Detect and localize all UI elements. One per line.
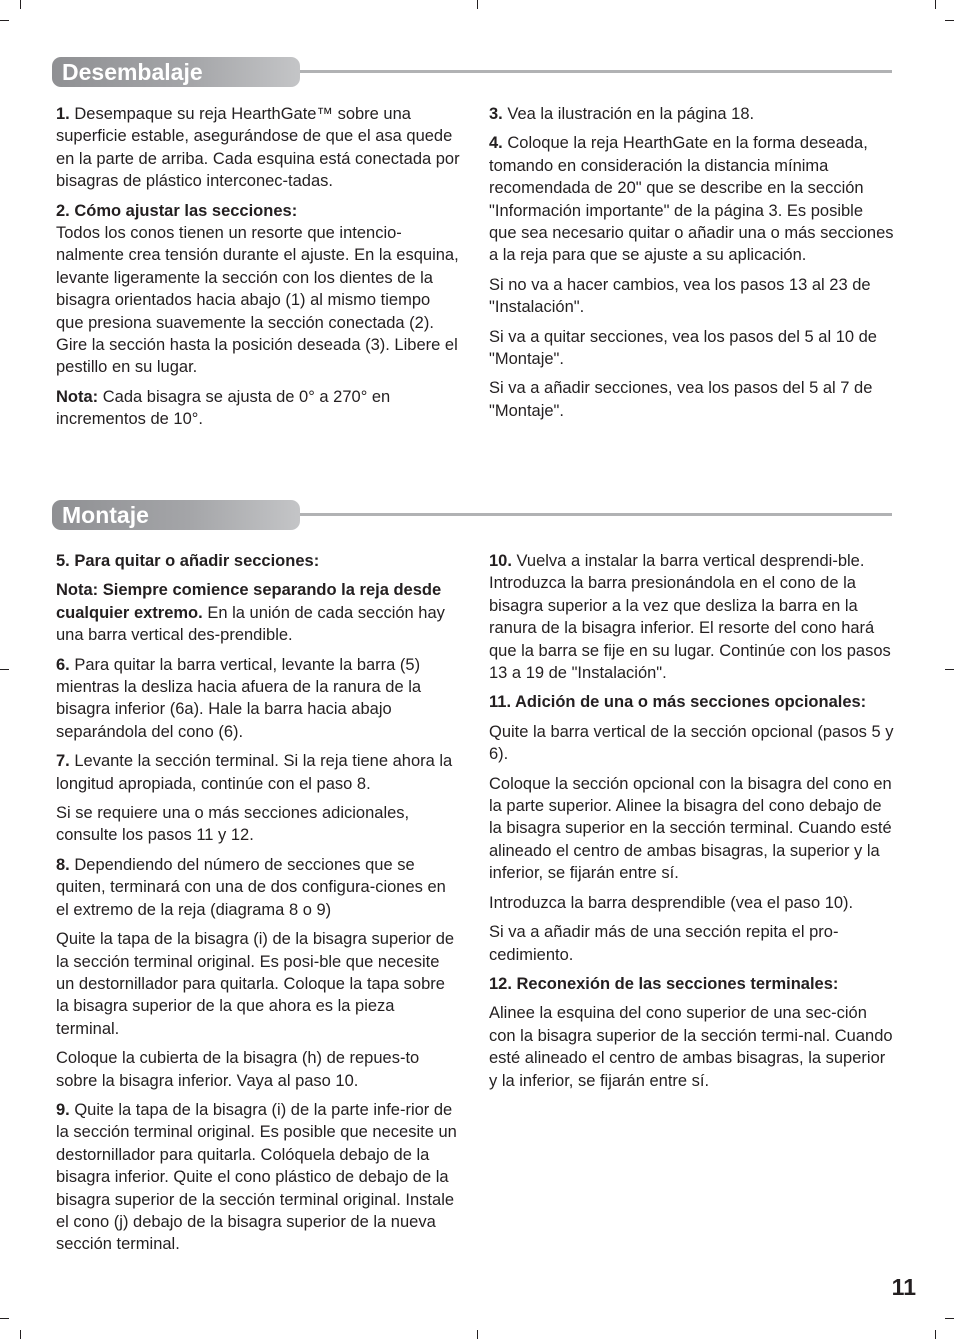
page-number: 11: [891, 1274, 916, 1300]
crop-mark: [477, 0, 478, 9]
crop-mark: [935, 1330, 936, 1339]
paragraph: Si va a quitar secciones, vea los pasos del 5 al 10 de "Montaje".: [489, 327, 877, 369]
paragraph: Quite la tapa de la bisagra (i) de la bisagra superior de la sección terminal original. Es posi-ble que necesite un destornillador para quitarla. Coloque la tapa sobre la bisagra superior de la que ahora es la pieza terminal.: [56, 930, 455, 1038]
step-2-heading: 2. Cómo ajustar las secciones:: [56, 201, 298, 220]
step-5-heading: 5. Para quitar o añadir secciones:: [56, 552, 320, 570]
step-1: 1. Desempaque su reja HearthGate™ sobre una superficie estable, asegurándose de que el asa quede en la parte de arriba. Cada esquina está conectada por bisagras de plástico interconec-tadas.: [56, 105, 460, 191]
step-9: 9. Quite la tapa de la bisagra (i) de la parte infe-rior de la sección terminal original. Es posible que necesite un destornillador para quitarla. Colóquela debajo de la bisagra inferior. Quite el cono plástico de debajo de la bisagra superior de la sección terminal original. Instale el cono (j) debajo de la bisagra superior de la nueva sección terminal.: [56, 1100, 457, 1254]
paragraph: Introduzca la barra desprendible (vea el paso 10).: [489, 893, 854, 912]
section-rule: [300, 70, 892, 73]
assembly-right-column: [489, 550, 895, 1099]
step-4: 4. Coloque la reja HearthGate en la forma deseada, tomando en consideración la distancia mínima recomendada de 20" que se describe en la sección "Información importante" de la página 3. Es posible que sea necesario quitar o añadir una o más secciones a la reja para que se ajuste a su aplicación.: [489, 134, 894, 265]
section-header-assembly: [52, 500, 892, 530]
step-5-note: Nota: Siempre comience separando la reja desde cualquier extremo. En la unión de cada sección hay una barra vertical des-prendible.: [56, 581, 445, 645]
crop-mark: [477, 1330, 478, 1339]
paragraph: Si se requiere una o más secciones adicionales, consulte los pasos 11 y 12.: [56, 804, 410, 845]
crop-mark: [0, 669, 9, 670]
unpack-left-column: [56, 103, 462, 438]
step-11-heading: 11. Adición de una o más secciones opcionales:: [489, 693, 867, 712]
paragraph: Alinee la esquina del cono superior de una sec-ción con la bisagra superior de la sección termi-nal. Cuando esté alineado el centro de ambas bisagras, la superior y la inferior, se fijarán entre sí.: [489, 1004, 893, 1090]
crop-mark: [945, 20, 954, 21]
section-header-unpack: [52, 57, 892, 87]
paragraph: Si va a añadir secciones, vea los pasos del 5 al 7 de "Montaje".: [489, 379, 873, 420]
crop-mark: [20, 1330, 21, 1339]
paragraph: Quite la barra vertical de la sección opcional (pasos 5 y 6).: [489, 722, 894, 764]
crop-mark: [0, 20, 9, 21]
paragraph: Si va a añadir más de una sección repita el pro-cedimiento.: [489, 923, 839, 964]
section-title-pill: [52, 57, 300, 87]
section-title-pill: [52, 500, 300, 530]
step-8: 8. Dependiendo del número de secciones que se quiten, terminará con una de dos configura-ciones en el extremo de la reja (diagrama 8 o 9): [56, 855, 446, 919]
crop-mark: [935, 0, 936, 9]
step-3: 3. Vea la ilustración en la página 18.: [489, 105, 755, 123]
step-7: 7. Levante la sección terminal. Si la reja tiene ahora la longitud apropiada, continúe con el paso 8.: [56, 752, 453, 793]
crop-mark: [945, 669, 954, 670]
assembly-left-column: [56, 550, 462, 1263]
paragraph: Coloque la sección opcional con la bisagra del cono en la parte superior. Alinee la bisagra del cono debajo de la bisagra superior en la sección terminal. Cuando esté alineado el centro de ambas bisagras, la superior y la inferior, se fijarán entre sí.: [489, 774, 892, 883]
section-title: Desembalaje: [62, 59, 203, 85]
step-6: 6. Para quitar la barra vertical, levante la barra (5) mientras la desliza hacia afuera de la ranura de la bisagra inferior (6a). Hale la barra hacia abajo separándola del cono (6).: [56, 655, 422, 741]
unpack-right-column: [489, 103, 895, 429]
paragraph: Coloque la cubierta de la bisagra (h) de repues-to sobre la bisagra inferior. Vaya al paso 10.: [56, 1049, 420, 1090]
section-title: Montaje: [62, 502, 149, 528]
section-rule: [300, 513, 892, 516]
step-12-heading: 12. Reconexión de las secciones terminales:: [489, 974, 839, 993]
step-2: 2. Cómo ajustar las secciones: Todos los conos tienen un resorte que intencio-nalmente crea tensión durante el ajuste. En la esquina, levante ligeramente la sección con los dientes de la bisagra orientados hacia abajo (1) al mismo tiempo que presiona suavemente la sección conectada (2). Gire la sección hasta la posición deseada (3). Libere el pestillo en su lugar.: [56, 201, 459, 377]
crop-mark: [0, 1318, 9, 1319]
paragraph: Si no va a hacer cambios, vea los pasos 13 al 23 de "Instalación".: [489, 275, 871, 317]
note: Nota: Cada bisagra se ajusta de 0° a 270° en incrementos de 10°.: [56, 387, 391, 429]
crop-mark: [945, 1318, 954, 1319]
step-10: 10. Vuelva a instalar la barra vertical desprendi-ble. Introduzca la barra presionándola en el cono de la bisagra superior a la vez que desliza la barra en la ranura de la bisagra inferior. El resorte del cono hará que la barra se fije en su lugar. Continúe con los pasos 13 a 19 de "Instalación".: [489, 552, 891, 683]
crop-mark: [20, 0, 21, 9]
